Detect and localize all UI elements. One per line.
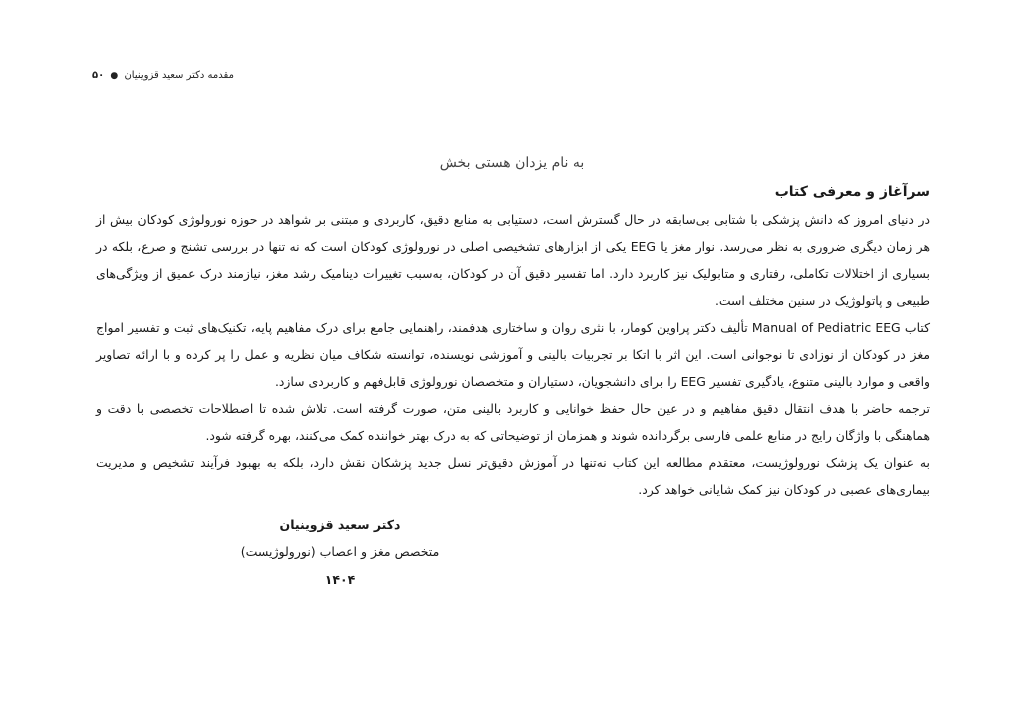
signature-role: متخصص مغز و اعصاب (نورولوژیست) bbox=[240, 544, 440, 559]
signature-name: دکتر سعید قزوینیان bbox=[279, 517, 401, 532]
main-content bbox=[96, 178, 930, 503]
basmala: به نام یزدان هستی بخش bbox=[439, 155, 585, 171]
paragraph-2: کتاب Manual of Pediatric EEG تألیف دکتر پراوین کومار، با نثری روان و ساختاری هدفمند، راهنمایی جامع برای درک مفاهیم پایه، تکنیک‌های ثبت و تفسیر امواج مغز در کودکان از نوزادی تا نوجوانی است. این اثر با اتکا بر تجربیات بالینی و آموزشی نویسنده، توانسته شکاف میان نظریه و عمل را پر کرده و با ارائه تصاویر واقعی و موارد بالینی متنوع، یادگیری تفسیر EEG را برای دانشجویان، دستیاران و متخصصان نورولوژی قابل‌فهم و کاربردی سازد. bbox=[96, 320, 930, 389]
paragraph-3: ترجمه حاضر با هدف انتقال دقیق مفاهیم و در عین حال حفظ خوانایی و کاربرد بالینی متن، صورت گرفته است. تلاش شده تا اصطلاحات تخصصی با دقت و هماهنگی با واژگان رایج در منابع علمی فارسی برگردانده شوند و همزمان از توضیحاتی که به درک بهتر خواننده کمک می‌کنند، بهره گرفته شود. bbox=[96, 401, 930, 443]
paragraph-4: به عنوان یک پزشک نورولوژیست، معتقدم مطالعه این کتاب نه‌تنها در آموزش دقیق‌تر نسل جدید پزشکان نقش دارد، بلکه به بهبود فرآیند تشخیص و مدیریت بیماری‌های عصبی در کودکان نیز کمک شایانی خواهد کرد. bbox=[96, 455, 930, 497]
separator-dot-icon: ● bbox=[110, 71, 119, 81]
running-header bbox=[92, 70, 392, 81]
section-title: سرآغاز و معرفی کتاب bbox=[774, 184, 930, 200]
page-number: ۵۰ bbox=[92, 70, 105, 81]
running-title: مقدمه دکتر سعید قزوینیان bbox=[124, 70, 234, 81]
paragraph-1: در دنیای امروز که دانش پزشکی با شتابی بی‌سابقه در حال گسترش است، دستیابی به منابع دقیق، کاربردی و مبتنی بر شواهد در حوزه نورولوژی کودکان بیش از هر زمان دیگری ضروری به نظر می‌رسد. نوار مغز یا EEG یکی از ابزارهای تشخیصی اصلی در نورولوژی کودکان است که نه تنها در بررسی تشنج و صرع، بلکه در بسیاری از اختلالات تکاملی، رفتاری و متابولیک نیز کاربرد دارد. اما تفسیر دقیق آن در کودکان، به‌سبب تغییرات دینامیک رشد مغز، نیازمند درک عمیق از ویژگی‌های طبیعی و پاتولوژیک در سنین مختلف است. bbox=[96, 212, 930, 308]
signature-block bbox=[230, 512, 450, 594]
signature-year: ۱۴۰۴ bbox=[324, 572, 356, 587]
